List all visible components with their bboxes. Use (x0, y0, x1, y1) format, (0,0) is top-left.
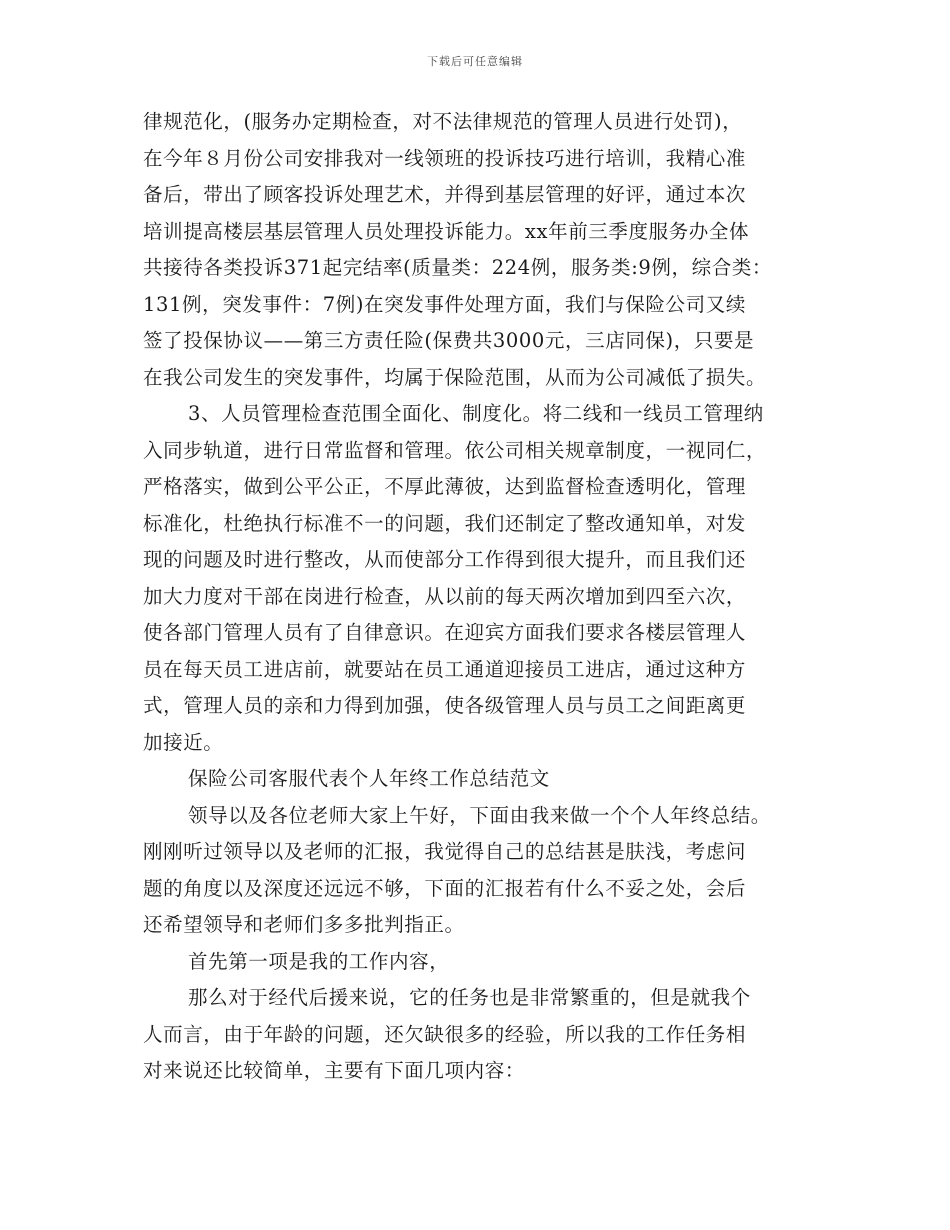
text-line: 对来说还比较简单，主要有下面几项内容： (143, 1059, 525, 1082)
text-line: 加大力度对干部在岗进行检查，从以前的每天两次增加到四至六次， (143, 584, 747, 608)
text-line: 3、人员管理检查范围全面化、制度化。将二线和一线员工管理纳 (188, 402, 764, 425)
text-line: 领导以及各位老师大家上午好，下面由我来做一个个人年终总结。 (188, 803, 771, 827)
text-line: 人而言，由于年龄的问题，还欠缺很多的经验，所以我的工作任务相 (143, 1022, 747, 1046)
text-line: 式，管理人员的亲和力得到加强，使各级管理人员与员工之间距离更 (143, 694, 747, 717)
text-line: 标准化，杜绝执行标准不一的问题，我们还制定了整改通知单，对发 (143, 511, 747, 535)
text-line: 保险公司客服代表个人年终工作总结范文 (188, 767, 550, 790)
text-line: 那么对于经代后援来说，它的任务也是非常繁重的，但是就我个 (188, 986, 751, 1009)
text-line: 131例，突发事件：7例)在突发事件处理方面，我们与保险公司又续 (143, 292, 746, 316)
text-line: 共接待各类投诉371起完结率(质量类：224例，服务类:9例，综合类： (143, 256, 773, 279)
document-body (143, 104, 823, 1090)
text-line: 首先第一项是我的工作内容， (188, 949, 450, 973)
text-line: 在我公司发生的突发事件，均属于保险范围，从而为公司减低了损失。 (143, 365, 767, 389)
text-line: 培训提高楼层基层管理人员处理投诉能力。xx年前三季度服务办全体 (143, 219, 750, 243)
text-line: 在今年８月份公司安排我对一线领班的投诉技巧进行培训，我精心准 (143, 146, 747, 170)
text-line: 备后，带出了顾客投诉处理艺术，并得到基层管理的好评，通过本次 (143, 183, 747, 206)
text-line: 员在每天员工进店前，就要站在员工通道迎接员工进店，通过这种方 (143, 657, 747, 681)
text-line: 签了投保协议——第三方责任险(保费共3000元，三店同保)，只要是 (143, 329, 755, 352)
text-line: 还希望领导和老师们多多批判指正。 (143, 913, 465, 936)
text-line: 刚刚听过领导以及老师的汇报，我觉得自己的总结甚是肤浅，考虑问 (143, 840, 747, 863)
text-line: 现的问题及时进行整改，从而使部分工作得到很大提升，而且我们还 (143, 548, 747, 571)
text-line: 题的角度以及深度还远远不够，下面的汇报若有什么不妥之处，会后 (143, 876, 747, 900)
text-line: 使各部门管理人员有了自律意识。在迎宾方面我们要求各楼层管理人 (143, 621, 747, 644)
text-line: 加接近。 (143, 730, 224, 754)
text-line: 严格落实，做到公平公正，不厚此薄彼，达到监督检查透明化，管理 (143, 475, 747, 498)
page-header: 下载后可任意编辑 (427, 55, 523, 68)
text-line: 入同步轨道，进行日常监督和管理。依公司相关规章制度，一视同仁， (143, 438, 767, 462)
text-line: 律规范化，(服务办定期检查，对不法律规范的管理人员进行处罚)， (143, 110, 743, 133)
